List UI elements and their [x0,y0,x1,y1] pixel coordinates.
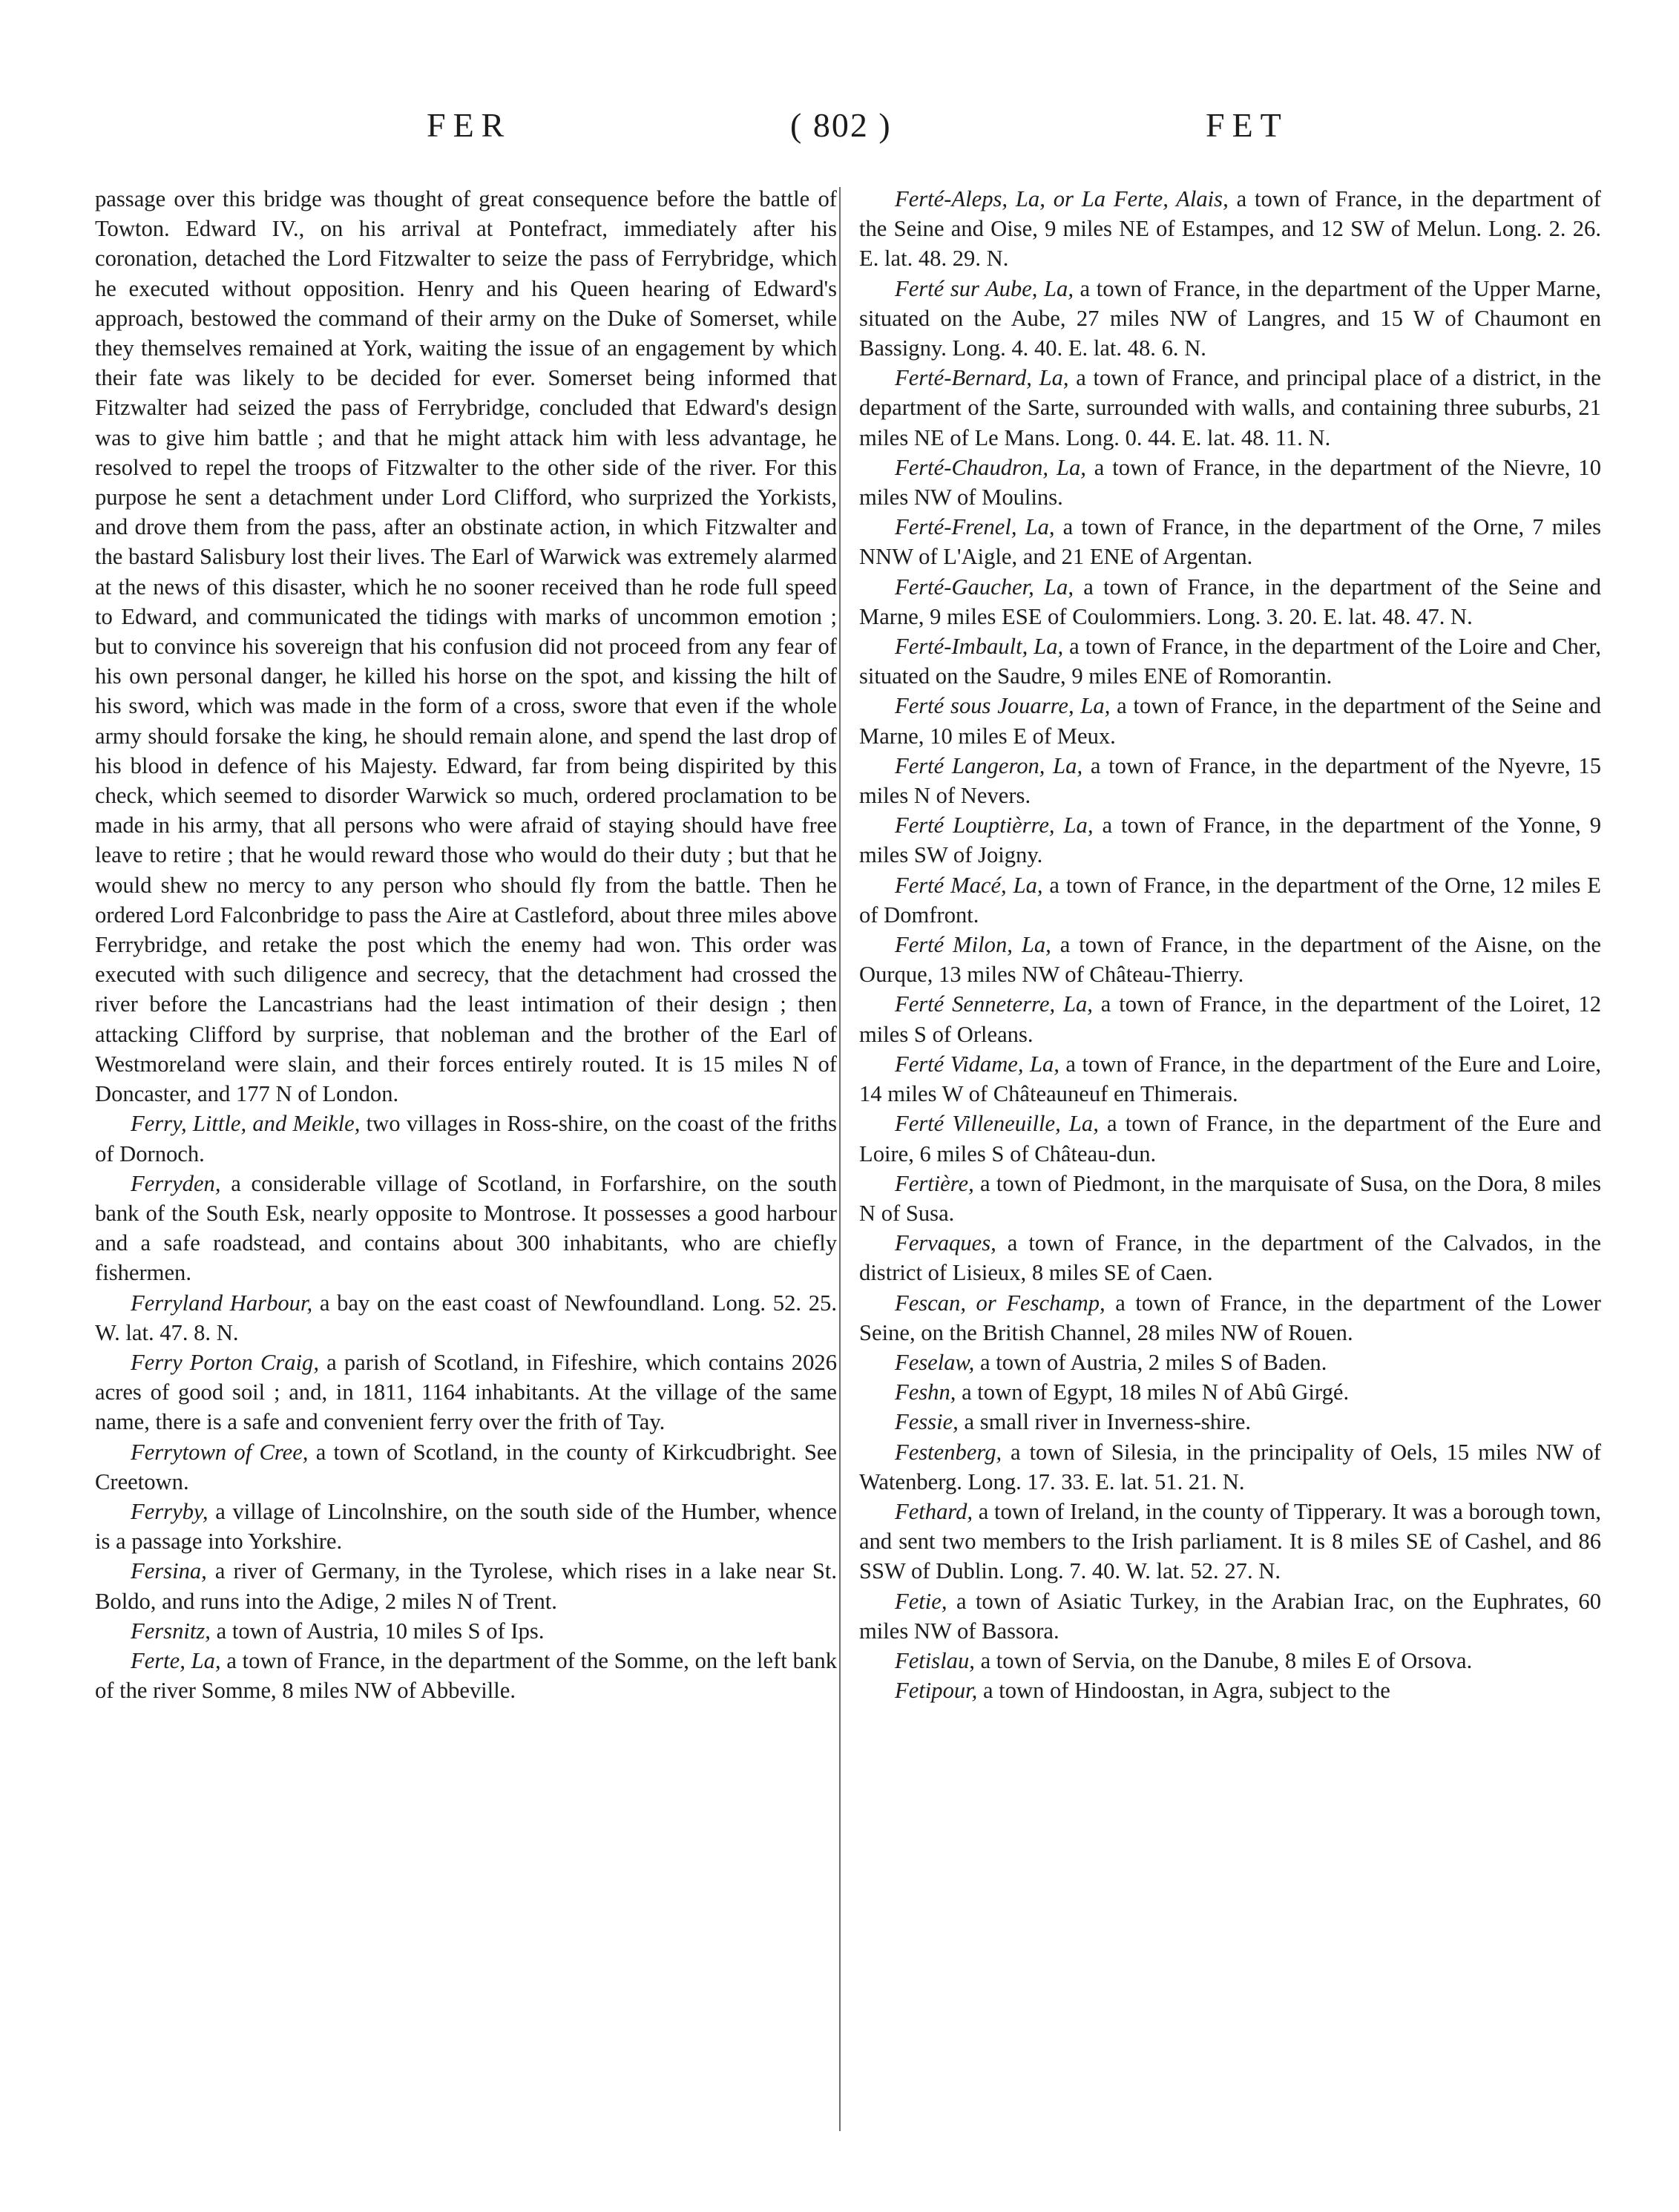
entry-headword: Ferte, La, [131,1647,221,1673]
entry-text: a village of Lincolnshire, on the south side of the Humber, whence is a passage into Yorkshire. [95,1498,837,1555]
entry-headword: Fersina, [131,1558,207,1584]
gazetteer-entry [859,572,1601,631]
running-head-left: FER [427,106,512,144]
gazetteer-entry [859,1497,1601,1586]
entry-text: a town of Servia, on the Danube, 8 miles E of Orsova. [974,1647,1473,1673]
gazetteer-entry [859,1049,1601,1109]
gazetteer-entry [859,1646,1601,1676]
gazetteer-entry [95,1348,837,1437]
entry-headword: Ferté Villeneuille, La, [895,1111,1099,1137]
entry-text: a town of France, and principal place of a district, in the department of the Sarte, surrounded with walls, and containing three suburbs, 21 miles NE of Le Mans. Long. 0. 44. E. lat. 48. 11. N. [859,365,1602,450]
entry-text: a town of Piedmont, in the marquisate of Susa, on the Dora, 8 miles N of Susa. [859,1170,1601,1226]
left-entries [95,1109,837,1705]
gazetteer-entry [859,930,1601,989]
entry-text: a town of Asiatic Turkey, in the Arabian Irac, on the Euphrates, 60 miles NW of Bassora. [859,1588,1601,1644]
entry-headword: Fetie, [895,1588,947,1614]
gazetteer-entry [859,1437,1601,1497]
running-head-right: FET [1206,106,1289,144]
entry-headword: Festenberg, [895,1439,1002,1465]
gazetteer-entry [859,631,1601,691]
gazetteer-entry [95,1288,837,1348]
entry-text: a town of Austria, 2 miles S of Baden. [974,1349,1327,1375]
entry-text: a town of Hindoostan, in Agra, subject to the [977,1678,1390,1704]
gazetteer-entry [95,1616,837,1646]
gazetteer-entry [859,870,1601,930]
entry-headword: Ferté-Bernard, La, [895,365,1069,391]
entry-headword: Fetipour, [895,1678,978,1704]
entry-headword: Ferry, Little, and Meikle, [131,1111,361,1137]
left-column [95,184,837,1705]
gazetteer-entry [859,453,1601,512]
entry-headword: Fessie, [895,1409,959,1435]
entry-text: a town of France, in the department of the Yonne, 9 miles SW of Joigny. [859,813,1601,868]
entry-headword: Feselaw, [895,1349,975,1375]
gazetteer-entry [859,184,1601,274]
entry-headword: Fethard, [895,1498,973,1524]
gazetteer-entry [859,1109,1601,1168]
gazetteer-entry [95,1437,837,1497]
gazetteer-entry [859,751,1601,810]
continuation-paragraph: passage over this bridge was thought of great consequence before the battle of Towton. Edward IV., on his arrival at Pontefract, immediately after his coronation, detached the Lord Fitzwalter to seize the pass of Ferrybridge, which he executed without opposition. Henry and his Queen hearing of Edward's approach, bestowed the command of their army on the Duke of Somerset, while they themselves remained at York, waiting the issue of an engagement by which their fate was likely to be decided for ever. Somerset being informed that Fitzwalter had seized the pass of Ferrybridge, concluded that Edward's design was to give him battle ; and that he might attack him with less advantage, he resolved to repel the troops of Fitzwalter to the other side of the river. For this purpose he sent a detachment under Lord Clifford, who surprized the Yorkists, and drove them from the pass, after an obstinate action, in which Fitzwalter and the bastard Salisbury lost their lives. The Earl of Warwick was extremely alarmed at the news of this disaster, which he no sooner received than he rode full speed to Edward, and communicated the tidings with marks of uncommon emotion ; but to convince his sovereign that his confusion did not proceed from any fear of his own personal danger, he killed his horse on the spot, and kissing the hilt of his sword, which was made in the form of a cross, swore that even if the whole army should forsake the king, he should remain alone, and spend the last drop of his blood in defence of his Majesty. Edward, far from being dispirited by this check, which seemed to disorder Warwick so much, ordered proclamation to be made in his army, that all persons who were afraid of staying should have free leave to retire ; that he would reward those who would do their duty ; but that he would shew no mercy to any person who should fly from the battle. Then he ordered Lord Falconbridge to pass the Aire at Castleford, about three miles above Ferrybridge, and retake the post which the enemy had won. This order was executed with such diligence and secrecy, that the detachment had crossed the river before the Lancastrians had the least intimation of their design ; then attacking Clifford by surprise, that nobleman and the brother of the Earl of Westmoreland were slain, and their forces entirely routed. It is 15 miles N of Doncaster, and 177 N of London. [95,186,837,1107]
entry-headword: Ferté-Imbault, La, [895,634,1064,660]
entry-headword: Fescan, or Feschamp, [895,1290,1105,1316]
entry-headword: Ferté Senneterre, La, [895,991,1093,1017]
entry-headword: Ferryden, [131,1170,221,1196]
right-entries [859,184,1601,1705]
gazetteer-entry [859,1377,1601,1407]
entry-text: a town of France, in the department of the Upper Marne, situated on the Aube, 27 miles NW of Langres, and 15 W of Chaumont en Bassigny. Long. 4. 40. E. lat. 48. 6. N. [859,275,1601,361]
entry-text: a town of France, in the department of the Seine and Marne, 9 miles ESE of Coulommiers. Long. 3. 20. E. lat. 48. 47. N. [859,574,1602,629]
entry-text: a town of Scotland, in the county of Kirkcudbright. See Creetown. [95,1439,838,1494]
gazetteer-entry [95,1109,837,1168]
entry-text: a bay on the east coast of Newfoundland. Long. 52. 25. W. lat. 47. 8. N. [95,1290,837,1345]
entry-text: a town of France, in the department of the Orne, 12 miles E of Domfront. [859,872,1601,928]
entry-text: two villages in Ross-shire, on the coast of the friths of Dornoch. [95,1111,837,1166]
gazetteer-entry [95,1497,837,1556]
gazetteer-entry [859,1676,1601,1705]
entry-text: a town of France, in the department of the Aisne, on the Ourque, 13 miles NW of Château-Thierry. [859,932,1601,988]
entry-headword: Ferryby, [131,1498,208,1524]
gazetteer-entry [95,1646,837,1705]
gazetteer-entry [859,1586,1601,1646]
entry-text: a town of France, in the department of the Lower Seine, on the British Channel, 28 miles NW of Rouen. [859,1290,1601,1345]
entry-headword: Ferté-Gaucher, La, [895,574,1074,600]
entry-text: a town of France, in the department of the Eure and Loire, 14 miles W of Châteauneuf en Thimerais. [859,1051,1601,1107]
entry-text: a river of Germany, in the Tyrolese, which rises in a lake near St. Boldo, and runs into the Adige, 2 miles N of Trent. [95,1558,837,1614]
entry-text: a town of France, in the department of the Seine and Oise, 9 miles NE of Estampes, and 12 SW of Melun. Long. 2. 26. E. lat. 48. 29. N. [859,186,1601,272]
gazetteer-entry [95,1556,837,1615]
gazetteer-entry [859,1407,1601,1437]
gazetteer-entry [859,1228,1601,1287]
entry-text: a town of France, in the department of the Somme, on the left bank of the river Somme, 8 miles NW of Abbeville. [95,1647,838,1704]
entry-headword: Feshn, [895,1379,956,1405]
entry-text: a town of France, in the department of the Calvados, in the district of Lisieux, 8 miles SE of Caen. [859,1230,1601,1286]
gazetteer-entry [859,691,1601,750]
entry-text: a town of Austria, 10 miles S of Ips. [210,1618,545,1644]
entry-headword: Fetislau, [895,1647,975,1673]
entry-headword: Ferrytown of Cree, [131,1439,309,1465]
gazetteer-entry [859,989,1601,1048]
page-number: ( 802 ) [790,106,892,144]
gazetteer-entry [95,1169,837,1288]
gazetteer-entry [859,1348,1601,1377]
entry-text: a town of France, in the department of the Loire and Cher, situated on the Saudre, 9 miles ENE of Romorantin. [859,634,1601,689]
gazetteer-entry [859,1288,1601,1348]
gazetteer-entry [859,1169,1601,1228]
entry-headword: Ferté sur Aube, La, [895,275,1074,301]
entry-text: a town of France, in the department of the Orne, 7 miles NNW of L'Aigle, and 21 ENE of Argentan. [859,514,1601,570]
entry-text: a town of France, in the department of the Seine and Marne, 10 miles E of Meux. [859,693,1602,749]
entry-headword: Ferté Macé, La, [895,872,1043,898]
entry-headword: Ferry Porton Craig, [131,1349,319,1375]
entry-text: a town of France, in the department of the Eure and Loire, 6 miles S of Château-dun. [859,1111,1602,1166]
entry-headword: Ferté sous Jouarre, La, [895,693,1111,719]
entry-text: a town of Silesia, in the principality of Oels, 15 miles NW of Watenberg. Long. 17. 33. E. lat. 51. 21. N. [859,1439,1601,1494]
gazetteer-entry [859,810,1601,870]
right-column [859,184,1601,1705]
entry-text: a town of France, in the department of the Nyevre, 15 miles N of Nevers. [859,752,1601,809]
gazetteer-entry [859,274,1601,364]
entry-text: a small river in Inverness-shire. [958,1409,1252,1435]
entry-text: a town of Egypt, 18 miles N of Abû Girgé. [956,1379,1350,1405]
entry-headword: Ferryland Harbour, [131,1290,313,1316]
entry-headword: Ferté-Chaudron, La, [895,454,1086,480]
gazetteer-entry [859,363,1601,453]
entry-text: a town of France, in the department of the Nievre, 10 miles NW of Moulins. [859,454,1601,511]
column-divider [839,187,841,2131]
entry-headword: Ferté-Aleps, La, or La Ferte, Alais, [895,186,1229,211]
entry-text: a considerable village of Scotland, in Forfarshire, on the south bank of the South Esk, nearly opposite to Montrose. It possesses a good harbour and a safe roadstead, and contains about 300 inhabitants, who are chiefly fishermen. [95,1170,837,1286]
gazetteer-entry [859,512,1601,571]
entry-headword: Fertière, [895,1170,974,1196]
entry-headword: Ferté Louptièrre, La, [895,813,1094,838]
entry-headword: Ferté-Frenel, La, [895,514,1055,540]
entry-headword: Fersnitz, [131,1618,211,1644]
entry-text: a parish of Scotland, in Fifeshire, which contains 2026 acres of good soil ; and, in 1811, 1164 inhabitants. At the village of the same name, there is a safe and convenient ferry over the frith of Tay. [95,1349,837,1435]
entry-headword: Ferté Langeron, La, [895,752,1083,778]
entry-headword: Fervaques, [895,1230,996,1256]
entry-headword: Ferté Vidame, La, [895,1051,1059,1077]
entry-text: a town of Ireland, in the county of Tipperary. It was a borough town, and sent two members to the Irish parliament. It is 8 miles SE of Cashel, and 86 SSW of Dublin. Long. 7. 40. W. lat. 52. 27. N. [859,1498,1601,1584]
entry-text: a town of France, in the department of the Loiret, 12 miles S of Orleans. [859,991,1601,1047]
entry-headword: Ferté Milon, La, [895,932,1051,958]
page-header [0,105,1679,165]
